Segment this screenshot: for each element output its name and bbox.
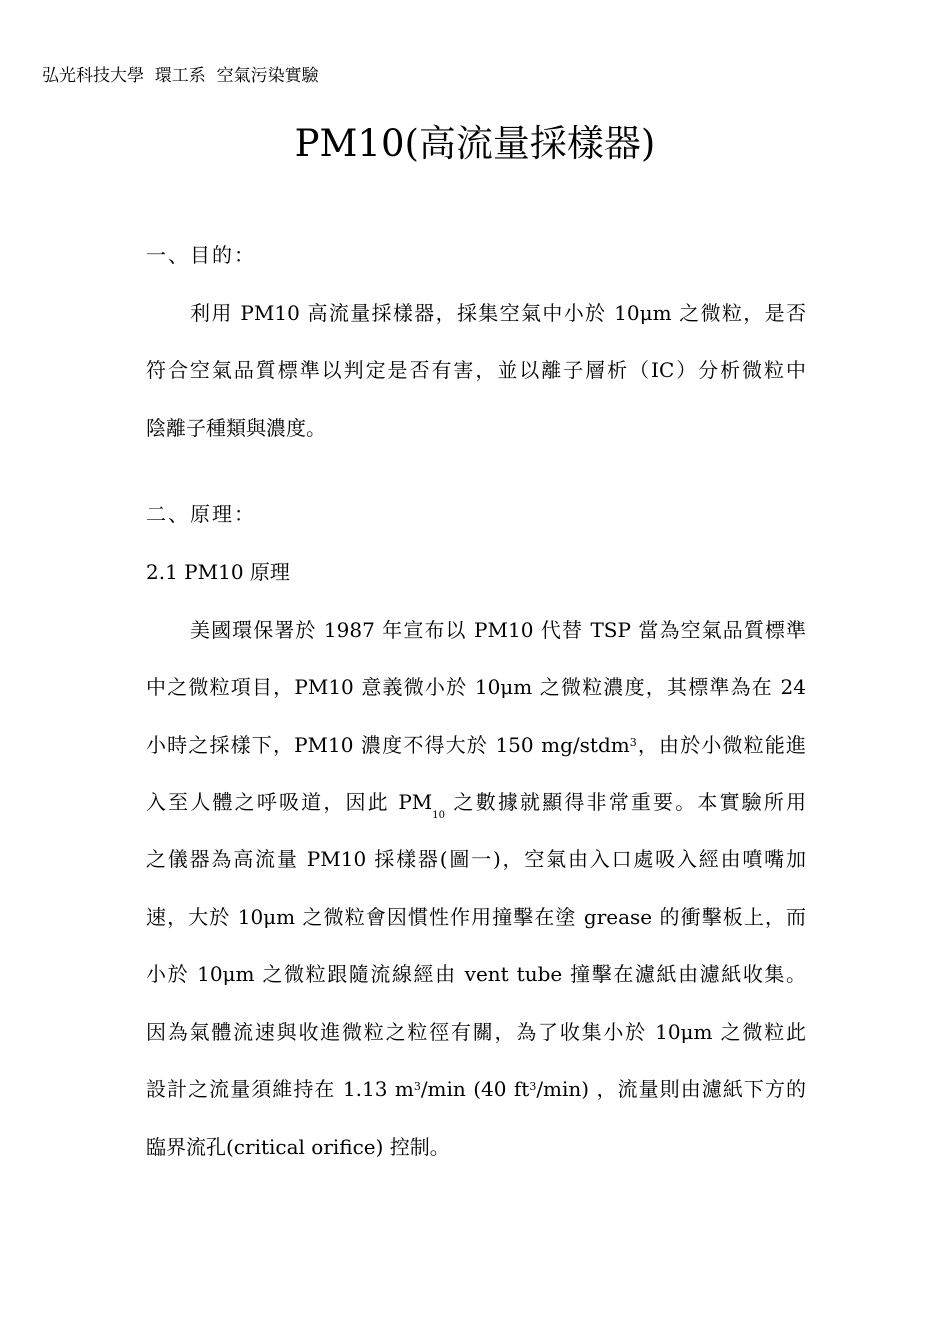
principle-line-4-text-a: 入至人體之呼吸道，因此 PM (146, 790, 433, 814)
principle-line-3-text-b: ，由於小微粒能進 (636, 733, 806, 757)
principle-line-9 (146, 1077, 806, 1101)
principle-line-10: 臨界流孔(critical orifice) 控制。 (146, 1135, 450, 1159)
principle-line-6: 速，大於 10μm 之微粒會因慣性作用撞擊在塗 grease 的衝擊板上，而 (146, 905, 806, 929)
section-heading-purpose: 一、目的： (146, 243, 256, 267)
superscript-3-m3: 3 (413, 1080, 421, 1093)
principle-line-3 (146, 733, 806, 757)
principle-line-9-text-a: 設計之流量須維持在 1.13 m (146, 1077, 414, 1101)
purpose-line-1: 利用 PM10 高流量採樣器，採集空氣中小於 10μm 之微粒，是否 (190, 301, 806, 325)
superscript-3: 3 (629, 736, 637, 749)
principle-line-2: 中之微粒項目，PM10 意義微小於 10μm 之微粒濃度，其標準為在 24 (146, 675, 806, 699)
subsection-heading-pm10-principle: 2.1 PM10 原理 (146, 560, 290, 584)
principle-line-4-text-b: 之數據就顯得非常重要。本實驗所用 (445, 790, 807, 814)
principle-line-1: 美國環保署於 1987 年宣布以 PM10 代替 TSP 當為空氣品質標準 (190, 618, 806, 642)
principle-line-7: 小於 10μm 之微粒跟隨流線經由 vent tube 撞擊在濾紙由濾紙收集。 (146, 962, 806, 986)
subscript-10: 10 (432, 810, 446, 821)
principle-line-5: 之儀器為高流量 PM10 採樣器(圖一)，空氣由入口處吸入經由噴嘴加 (146, 847, 806, 871)
principle-line-4 (146, 790, 807, 821)
principle-line-9-text-c: /min) ，流量則由濾紙下方的 (536, 1077, 806, 1101)
principle-line-9-text-b: /min (40 ft (420, 1077, 530, 1101)
document-title: PM10(高流量採樣器) (294, 122, 656, 165)
purpose-line-3: 陰離子種類與濃度。 (146, 416, 326, 440)
purpose-line-2: 符合空氣品質標準以判定是否有害，並以離子層析（IC）分析微粒中 (146, 358, 806, 382)
superscript-3-ft3: 3 (529, 1080, 537, 1093)
principle-line-8: 因為氣體流速與收進微粒之粒徑有關，為了收集小於 10μm 之微粒此 (146, 1020, 806, 1044)
section-heading-principle: 二、原理： (146, 502, 256, 526)
principle-line-3-text-a: 小時之採樣下，PM10 濃度不得大於 150 mg/stdm (146, 733, 630, 757)
document-header: 弘光科技大學 環工系 空氣污染實驗 (42, 66, 319, 86)
